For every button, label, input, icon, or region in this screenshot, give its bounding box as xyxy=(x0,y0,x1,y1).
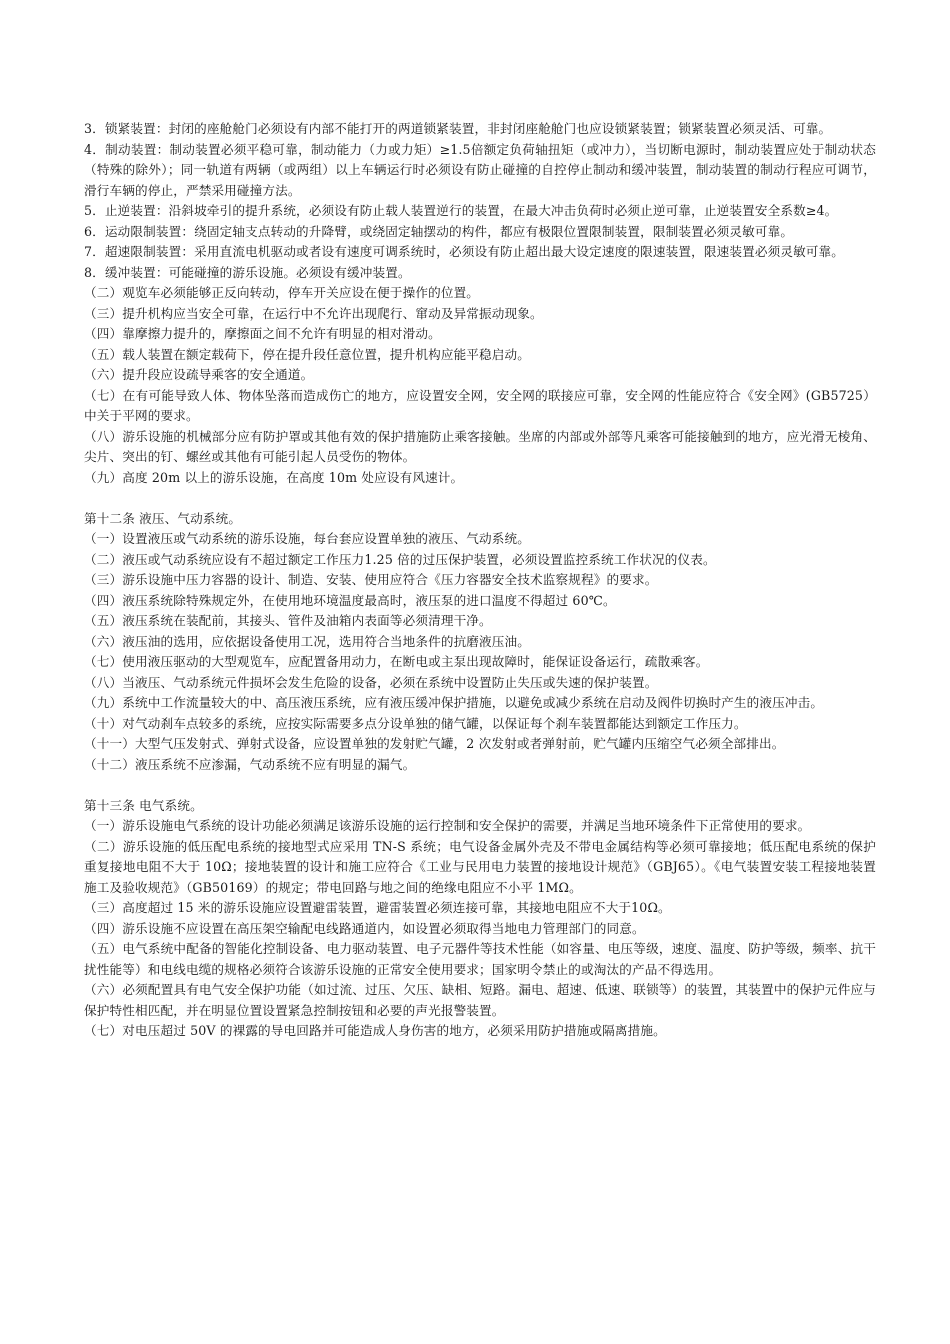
clause-paragraph: （七）对电压超过 50V 的裸露的导电回路并可能造成人身伤害的地方，必须采用防护措施或隔离措施。 xyxy=(84,1023,666,1038)
document-body xyxy=(84,119,876,1042)
clause-paragraph: （十二）液压系统不应渗漏，气动系统不应有明显的漏气。 xyxy=(84,756,416,772)
clause-paragraph: （六）提升段应设疏导乘客的安全通道。 xyxy=(84,367,314,382)
clause-paragraph: （二）观览车必须能够正反向转动，停车开关应设在便于操作的位置。 xyxy=(84,285,480,300)
article-heading: 第十三条 电气系统。 xyxy=(84,797,203,813)
clause-paragraph: （三）高度超过 15 米的游乐设施应设置避雷装置，避雷装置必须连接可靠，其接地电阻应不大于10Ω。 xyxy=(84,900,671,915)
clause-paragraph: （六）液压油的选用，应依据设备使用工况，选用符合当地条件的抗磨液压油。 xyxy=(84,633,531,649)
clause-paragraph: （七）在有可能导致人体、物体坠落而造成伤亡的地方，应设置安全网，安全网的联接应可靠，安全网的性能应符合《安全网》(GB5725）中关于平网的要求。 xyxy=(84,387,876,423)
clause-paragraph: （四）靠摩擦力提升的，摩擦面之间不允许有明显的相对滑动。 xyxy=(84,326,441,341)
clause-paragraph: （七）使用液压驱动的大型观览车，应配置备用动力，在断电或主泵出现故障时，能保证设备运行，疏散乘客。 xyxy=(84,654,709,669)
clause-paragraph: （一）游乐设施电气系统的设计功能必须满足该游乐设施的运行控制和安全保护的需要，并满足当地环境条件下正常使用的要求。 xyxy=(84,818,811,833)
clause-paragraph: （八）游乐设施的机械部分应有防护罩或其他有效的保护措施防止乘客接触。坐席的内部或外部等凡乘客可能接触到的地方，应光滑无棱角、尖片、突出的钉、螺丝或其他有可能引起人员受伤的物体。 xyxy=(84,428,876,464)
clause-paragraph: 7．超速限制装置：采用直流电机驱动或者设有速度可调系统时，必须设有防止超出最大设定速度的限速装置，限速装置必须灵敏可靠。 xyxy=(84,244,845,259)
clause-paragraph: （十）对气动刹车点较多的系统，应按实际需要多点分设单独的储气罐，以保证每个刹车装置都能达到额定工作压力。 xyxy=(84,715,747,731)
clause-paragraph: （五）电气系统中配备的智能化控制设备、电力驱动装置、电子元器件等技术性能（如容量、电压等级，速度、温度、防护等级，频率、抗干扰性能等）和电线电缆的规格必须符合该游乐设施的正常安全使用要求；国家明令禁止的或淘汰的产品不得选用。 xyxy=(84,941,876,977)
clause-paragraph: （四）游乐设施不应设置在高压架空输配电线路通道内，如设置必须取得当地电力管理部门的同意。 xyxy=(84,920,645,936)
clause-paragraph: 8．缓冲装置：可能碰撞的游乐设施。必须设有缓冲装置。 xyxy=(84,264,411,280)
clause-paragraph: 5．止逆装置：沿斜坡牵引的提升系统，必须设有防止载人装置逆行的装置，在最大冲击负荷时必须止逆可靠，止逆装置安全系数≥4。 xyxy=(84,203,838,218)
clause-paragraph: 3．锁紧装置：封闭的座舱舱门必须设有内部不能打开的两道锁紧装置，非封闭座舱舱门也应设锁紧装置；锁紧装置必须灵活、可靠。 xyxy=(84,121,832,136)
clause-paragraph: （三）游乐设施中压力容器的设计、制造、安装、使用应符合《压力容器安全技术监察规程》的要求。 xyxy=(84,572,658,587)
clause-paragraph: 4．制动装置：制动装置必须平稳可靠，制动能力（力或力矩）≥1.5倍额定负荷轴扭矩（或冲力），当切断电源时，制动装置应处于制动状态（特殊的除外）；同一轨道有两辆（或两组）以上车辆运行时必须设有防止碰撞的自控停止制动和缓冲装置，制动装置的制动行程应可调节，滑行车辆的停止，严禁采用碰撞方法。 xyxy=(84,141,876,198)
clause-paragraph: （四）液压系统除特殊规定外，在使用地环境温度最高时，液压泵的进口温度不得超过 60℃。 xyxy=(84,592,616,608)
clause-paragraph: （二）液压或气动系统应设有不超过额定工作压力1.25 倍的过压保护装置，必须设置监控系统工作状况的仪表。 xyxy=(84,551,716,567)
clause-paragraph: （二）游乐设施的低压配电系统的接地型式应采用 TN-S 系统；电气设备金属外壳及不带电金属结构等必须可靠接地；低压配电系统的保护重复接地电阻不大于 10Ω；接地装置的设计和施工应符合《工业与民用电力装置的接地设计规范》（GBJ65）。《电气装置安装工程接地装置施工及验收规范》（GB50169）的规定；带电回路与地之间的绝缘电阻应不小平 1MΩ。 xyxy=(84,838,876,895)
clause-paragraph: （八）当液压、气动系统元件损坏会发生危险的设备，必须在系统中设置防止失压或失速的保护装置。 xyxy=(84,674,658,690)
clause-paragraph: 6．运动限制装置：绕固定轴支点转动的升降臂，或绕固定轴摆动的构件，都应有极限位置限制装置，限制装置必须灵敏可靠。 xyxy=(84,223,794,239)
clause-paragraph: （三）提升机构应当安全可靠，在运行中不允许出现爬行、窜动及异常振动现象。 xyxy=(84,305,543,321)
clause-paragraph: （十一）大型气压发射式、弹射式设备，应设置单独的发射贮气罐，2 次发射或者弹射前，贮气罐内压缩空气必须全部排出。 xyxy=(84,736,785,751)
clause-paragraph: （六）必须配置具有电气安全保护功能（如过流、过压、欠压、缺相、短路。漏电、超速、低速、联锁等）的装置，其装置中的保护元件应与保护特性相匹配，并在明显位置设置紧急控制按钮和必要的声光报警装置。 xyxy=(84,982,876,1018)
clause-paragraph: （九）高度 20m 以上的游乐设施，在高度 10m 处应设有风速计。 xyxy=(84,469,464,485)
clause-paragraph: （五）载人装置在额定载荷下，停在提升段任意位置，提升机构应能平稳启动。 xyxy=(84,346,531,362)
section-spacer xyxy=(84,775,876,796)
clause-paragraph: （九）系统中工作流量较大的中、高压液压系统，应有液压缓冲保护措施，以避免或减少系统在启动及阀件切换时产生的液压冲击。 xyxy=(84,695,824,710)
section-spacer xyxy=(84,488,876,509)
clause-paragraph: （五）液压系统在装配前，其接头、管件及油箱内表面等必须清理干净。 xyxy=(84,613,492,628)
clause-paragraph: （一）设置液压或气动系统的游乐设施，每台套应设置单独的液压、气动系统。 xyxy=(84,531,531,546)
article-heading: 第十二条 液压、气动系统。 xyxy=(84,510,242,526)
